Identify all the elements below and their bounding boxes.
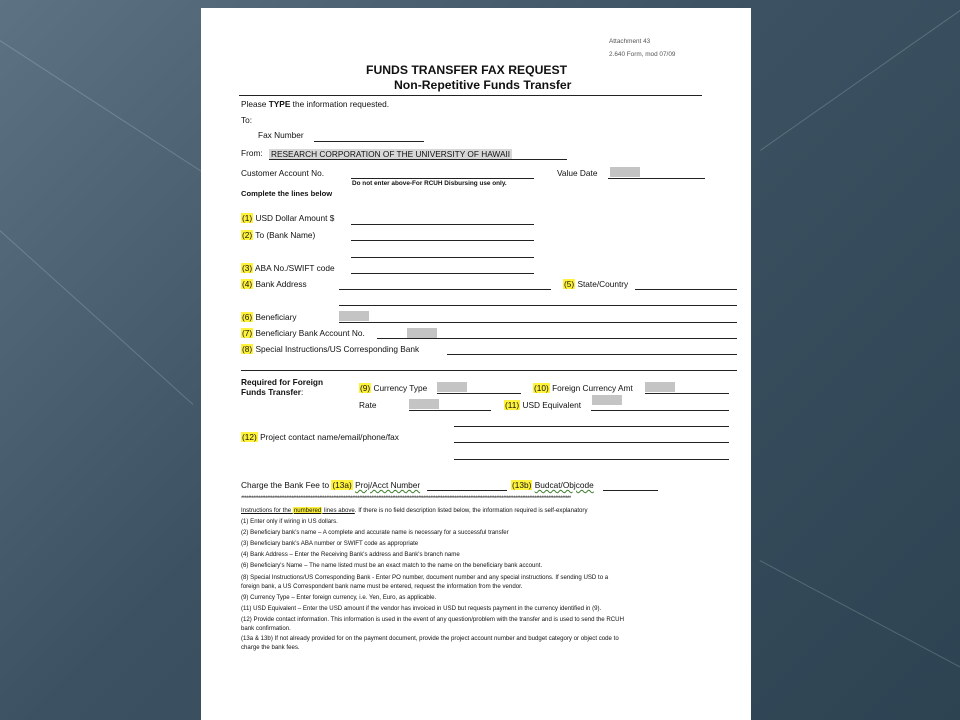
currency-type-redacted <box>437 382 467 392</box>
attachment-number: Attachment 43 <box>609 38 651 45</box>
usd-amount-field[interactable] <box>351 224 534 225</box>
foreign-transfer-heading-1: Required for Foreign <box>241 377 324 387</box>
instruction-item: bank confirmation. <box>241 625 291 632</box>
rate-label: Rate <box>359 400 377 410</box>
aba-swift-label: (3) ABA No./SWIFT code <box>242 263 335 273</box>
instruction-item: (1) Enter only if wiring in US dollars. <box>241 518 338 525</box>
value-date-redacted <box>610 167 640 177</box>
project-contact-label: (12) Project contact name/email/phone/fax <box>242 432 399 442</box>
disbursing-use-note: Do not enter above-For RCUH Disbursing use only. <box>352 180 507 187</box>
fax-number-label: Fax Number <box>258 130 304 140</box>
to-label: To: <box>241 115 253 125</box>
beneficiary-account-redacted <box>407 328 437 338</box>
form-revision: 2.640 Form, mod 07/09 <box>609 51 676 58</box>
special-instructions-field[interactable] <box>447 354 737 355</box>
state-country-label: (5) State/Country <box>564 279 629 289</box>
project-contact-field-line3[interactable] <box>454 459 729 460</box>
usd-equivalent-redacted <box>592 395 622 405</box>
foreign-currency-amount-field[interactable] <box>645 393 729 394</box>
bank-address-field-line2[interactable] <box>339 305 737 306</box>
bank-name-field[interactable] <box>351 240 534 241</box>
from-label: From: <box>241 148 263 158</box>
form-page <box>201 8 751 720</box>
currency-type-field[interactable] <box>437 393 521 394</box>
bank-name-field-line2[interactable] <box>351 257 534 258</box>
instruction-item: (8) Special Instructions/US Corresponding Bank - Enter PO number, document number and any special instructions. If sending USD to a <box>241 574 609 581</box>
header-divider <box>239 95 702 96</box>
project-contact-field-line2[interactable] <box>454 442 729 443</box>
instructions-intro: Instructions for the numbered lines above. If there is no field description listed below, the information required is self-explanatory <box>241 507 588 514</box>
beneficiary-redacted <box>339 311 369 321</box>
instruction-item: (9) Currency Type – Enter foreign currency, i.e. Yen, Euro, as applicable. <box>241 594 437 601</box>
project-contact-field-line1[interactable] <box>454 426 729 427</box>
from-field-line <box>269 159 567 160</box>
budcat-objcode-field[interactable] <box>603 490 658 491</box>
instruction-item: (2) Beneficiary bank's name – A complete and accurate name is necessary for a successful transfer <box>241 529 509 536</box>
form-subtitle: Non-Repetitive Funds Transfer <box>394 78 572 92</box>
instruction-item: foreign bank, a US Correspondent bank name must be entered, request the information from the vendor. <box>241 583 523 590</box>
complete-lines-instruction: Complete the lines below <box>241 189 333 198</box>
usd-equivalent-field[interactable] <box>591 410 729 411</box>
background-line <box>0 230 193 405</box>
beneficiary-field[interactable] <box>339 322 737 323</box>
customer-account-label: Customer Account No. <box>241 168 325 178</box>
fax-number-field[interactable] <box>314 141 424 142</box>
foreign-currency-amount-label: (10) Foreign Currency Amt <box>534 383 633 393</box>
special-instructions-field-line2[interactable] <box>241 370 737 371</box>
proj-acct-number-field[interactable] <box>427 490 507 491</box>
background-line <box>760 1 960 151</box>
beneficiary-account-label: (7) Beneficiary Bank Account No. <box>242 328 365 338</box>
state-country-field[interactable] <box>635 289 737 290</box>
special-instructions-label: (8) Special Instructions/US Corresponding Bank <box>242 344 420 354</box>
instruction-item: charge the bank fees. <box>241 644 300 651</box>
beneficiary-label: (6) Beneficiary <box>242 312 297 322</box>
form-title: FUNDS TRANSFER FAX REQUEST <box>366 63 568 77</box>
bank-address-label: (4) Bank Address <box>242 279 307 289</box>
bank-address-field[interactable] <box>339 289 551 290</box>
instruction-item: (12) Provide contact information. This information is used in the event of any question/problem with the transfer and is used to send the RCUH <box>241 616 624 623</box>
usd-amount-label: (1) USD Dollar Amount $ <box>242 213 335 223</box>
rate-field[interactable] <box>409 410 491 411</box>
instruction-item: (11) USD Equivalent – Enter the USD amount if the vendor has invoiced in USD but requests payment in the currency identified in (9). <box>241 605 602 612</box>
instruction-item: (4) Bank Address – Enter the Receiving Bank's address and Bank's branch name <box>241 551 460 558</box>
customer-account-field[interactable] <box>351 178 534 179</box>
value-date-field[interactable] <box>608 178 705 179</box>
instruction-item: (6) Beneficiary's Name – The name listed must be an exact match to the name on the beneficiary bank account. <box>241 562 543 569</box>
from-value: RESEARCH CORPORATION OF THE UNIVERSITY OF HAWAII <box>271 149 511 159</box>
rate-redacted <box>409 399 439 409</box>
currency-type-label: (9) Currency Type <box>360 383 428 393</box>
budcat-objcode-line: (13b) Budcat/Objcode <box>512 480 594 490</box>
instruction-item: (3) Beneficiary bank's ABA number or SWIFT code as appropriate <box>241 540 419 547</box>
beneficiary-account-field[interactable] <box>377 338 737 339</box>
bank-name-label: (2) To (Bank Name) <box>242 230 316 240</box>
usd-equivalent-label: (11) USD Equivalent <box>505 400 582 410</box>
foreign-currency-amount-redacted <box>645 382 675 392</box>
background-line <box>760 560 960 683</box>
value-date-label: Value Date <box>557 168 598 178</box>
charge-bank-fee-line: Charge the Bank Fee to (13a) Proj/Acct Number <box>241 480 421 490</box>
instruction-item: (13a & 13b) If not already provided for on the payment document, provide the project account number and budget category or object code to <box>241 635 619 642</box>
foreign-transfer-heading-2: Funds Transfer: <box>241 387 304 397</box>
please-type-instruction: Please TYPE the information requested. <box>241 99 390 109</box>
separator-line: ********************************************************************************************************************************************************************************************** <box>241 496 571 502</box>
aba-swift-field[interactable] <box>351 273 534 274</box>
